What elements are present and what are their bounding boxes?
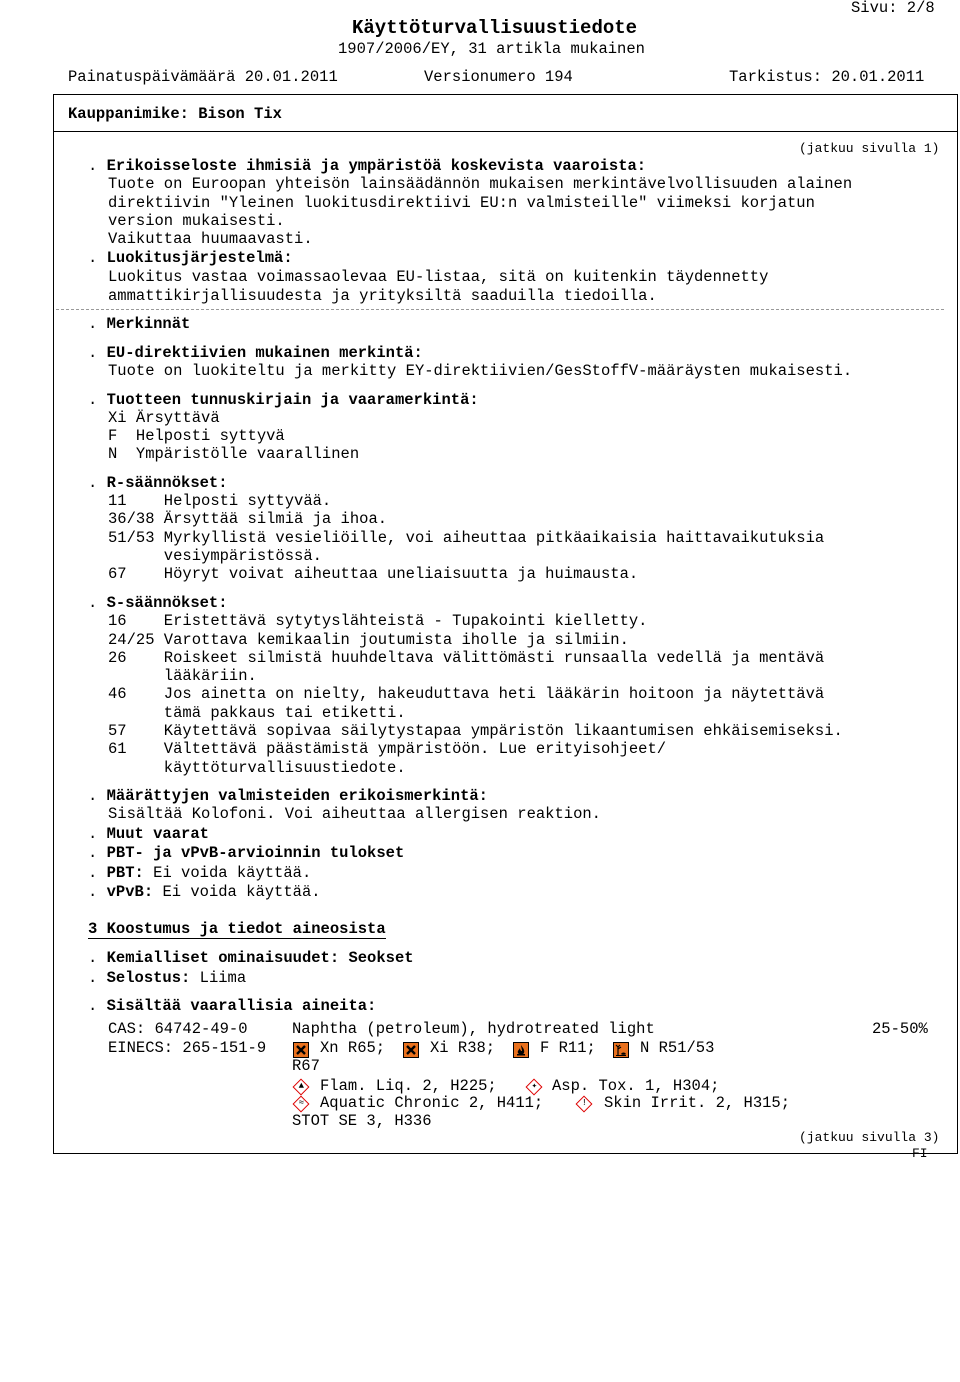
classification-line: ammattikirjallisuudesta ja yrityksiltä saaduilla tiedoilla. xyxy=(108,287,657,305)
header-separator xyxy=(54,131,957,132)
pbt-row: . PBT: Ei voida käyttää. xyxy=(88,864,312,882)
special-labelling-title: . Määrättyjen valmisteiden erikoismerkintä: xyxy=(88,787,488,805)
s-phrase-line: tämä pakkaus tai etiketti. xyxy=(108,704,406,722)
concentration: 25-50% xyxy=(872,1020,928,1038)
hazard-symbol-line: F Helposti syttyvä xyxy=(108,427,285,445)
print-date: Painatuspäivämäärä 20.01.2011 xyxy=(68,68,338,86)
hazard-statement-line: direktiivin "Yleinen luokitusdirektiivi EU:n valmisteille" viimeksi korjatun xyxy=(108,194,815,212)
clp-classification: Flam. Liq. 2, H225; xyxy=(320,1077,497,1095)
r-phrase-line: 67 Höyryt voivat aiheuttaa uneliaisuutta ja huimausta. xyxy=(108,565,639,583)
ghs-environment-icon: ≈ xyxy=(293,1096,310,1113)
r-phrase-line: 36/38 Ärsyttää silmiä ja ihoa. xyxy=(108,510,388,528)
hazard-statement-line: Vaikuttaa huumaavasti. xyxy=(108,230,313,248)
irritant-icon xyxy=(403,1042,419,1058)
environment-icon xyxy=(613,1042,629,1058)
r-phrase-line: 51/53 Myrkyllistä vesieliöille, voi aiheuttaa pitkäaikaisia haittavaikutuksia xyxy=(108,529,825,547)
cas-number: CAS: 64742-49-0 xyxy=(108,1020,248,1038)
hazard-statement-line: Tuote on Euroopan yhteisön lainsäädännön mukaisen merkintävelvollisuuden alainen xyxy=(108,175,853,193)
s-phrase-line: 57 Käytettävä sopivaa säilytystapaa ympäristön likaantumisen ehkäisemiseksi. xyxy=(108,722,843,740)
r-phrase-line: 11 Helposti syttyvää. xyxy=(108,492,332,510)
clp-classification: Asp. Tox. 1, H304; xyxy=(552,1077,720,1095)
s-phrase-line: 16 Eristettävä sytytyslähteistä - Tupakointi kielletty. xyxy=(108,612,648,630)
r-phrases-title: . R-säännökset: xyxy=(88,474,228,492)
s-phrase-line: 26 Roiskeet silmistä huuhdeltava välittömästi runsaalla vedellä ja mentävä xyxy=(108,649,825,667)
clp-classification: Aquatic Chronic 2, H411; xyxy=(320,1094,544,1112)
document-title: Käyttöturvallisuustiedote xyxy=(352,17,638,39)
labelling-title: . Merkinnät xyxy=(88,315,191,333)
hazard-symbol-line: Xi Ärsyttävä xyxy=(108,409,220,427)
section-3-heading: 3 Koostumus ja tiedot aineosista xyxy=(88,920,386,938)
ghs-exclamation-icon: ! xyxy=(576,1096,593,1113)
s-phrase-line: lääkäriin. xyxy=(108,667,257,685)
s-phrase-line: 46 Jos ainetta on nielty, hakeuduttava heti lääkärin hoitoon ja näytettävä xyxy=(108,685,825,703)
trade-name: Kauppanimike: Bison Tix xyxy=(68,105,282,123)
harmful-icon xyxy=(293,1042,309,1058)
hazard-statement-line: version mukaisesti. xyxy=(108,212,285,230)
dashed-separator xyxy=(56,309,944,310)
dsd-label: Xn R65; xyxy=(320,1039,386,1057)
vpvb-row: . vPvB: Ei voida käyttää. xyxy=(88,883,321,901)
version-number: Versionumero 194 xyxy=(424,68,573,86)
regulation-reference: 1907/2006/EY, 31 artikla mukainen xyxy=(338,40,645,58)
hazardous-components-title: . Sisältää vaarallisia aineita: xyxy=(88,997,377,1015)
s-phrase-line: käyttöturvallisuustiedote. xyxy=(108,759,406,777)
page-number: Sivu: 2/8 xyxy=(851,0,935,17)
classification-line: Luokitus vastaa voimassaolevaa EU-listaa, sitä on kuitenkin täydennetty xyxy=(108,268,769,286)
ghs-flame-icon: ▲ xyxy=(293,1079,310,1096)
dsd-label: F R11; xyxy=(540,1039,596,1057)
pbt-results-title: . PBT- ja vPvB-arvioinnin tulokset xyxy=(88,844,405,862)
hazard-symbols-title: . Tuotteen tunnuskirjain ja vaaramerkintä: xyxy=(88,391,479,409)
hazard-statement-title: . Erikoisseloste ihmisiä ja ympäristöä koskevista vaaroista: xyxy=(88,157,647,175)
chemical-characterization: . Kemialliset ominaisuudet: Seokset xyxy=(88,949,414,967)
revision-date: Tarkistus: 20.01.2011 xyxy=(729,68,925,86)
eu-labelling-line: Tuote on luokiteltu ja merkitty EY-direktiivien/GesStoffV-määräysten mukaisesti. xyxy=(108,362,853,380)
r-phrase-line: vesiympäristössä. xyxy=(108,547,322,565)
dsd-extra: R67 xyxy=(292,1057,320,1075)
dsd-label: N R51/53 xyxy=(640,1039,715,1057)
flammable-icon xyxy=(513,1042,529,1058)
continued-from: (jatkuu sivulla 1) xyxy=(799,141,940,156)
clp-classification: STOT SE 3, H336 xyxy=(292,1112,432,1130)
s-phrase-line: 24/25 Varottava kemikaalin joutumista iholle ja silmiin. xyxy=(108,631,629,649)
ghs-health-hazard-icon: ✦ xyxy=(526,1079,543,1096)
special-labelling-line: Sisältää Kolofoni. Voi aiheuttaa allergisen reaktion. xyxy=(108,805,601,823)
classification-title: . Luokitusjärjestelmä: xyxy=(88,249,293,267)
s-phrase-line: 61 Vältettävä päästämistä ympäristöön. Lue erityisohjeet/ xyxy=(108,740,667,758)
continued-to: (jatkuu sivulla 3) xyxy=(799,1130,940,1145)
other-hazards-title: . Muut vaarat xyxy=(88,825,209,843)
eu-labelling-title: . EU-direktiivien mukainen merkintä: xyxy=(88,344,423,362)
dsd-label: Xi R38; xyxy=(430,1039,496,1057)
clp-classification: Skin Irrit. 2, H315; xyxy=(604,1094,791,1112)
einecs-number: EINECS: 265-151-9 xyxy=(108,1039,267,1057)
hazard-symbol-line: N Ympäristölle vaarallinen xyxy=(108,445,360,463)
language-code: FI xyxy=(912,1146,928,1161)
description-row: . Selostus: Liima xyxy=(88,969,247,987)
substance-name: Naphtha (petroleum), hydrotreated light xyxy=(292,1020,655,1038)
s-phrases-title: . S-säännökset: xyxy=(88,594,228,612)
